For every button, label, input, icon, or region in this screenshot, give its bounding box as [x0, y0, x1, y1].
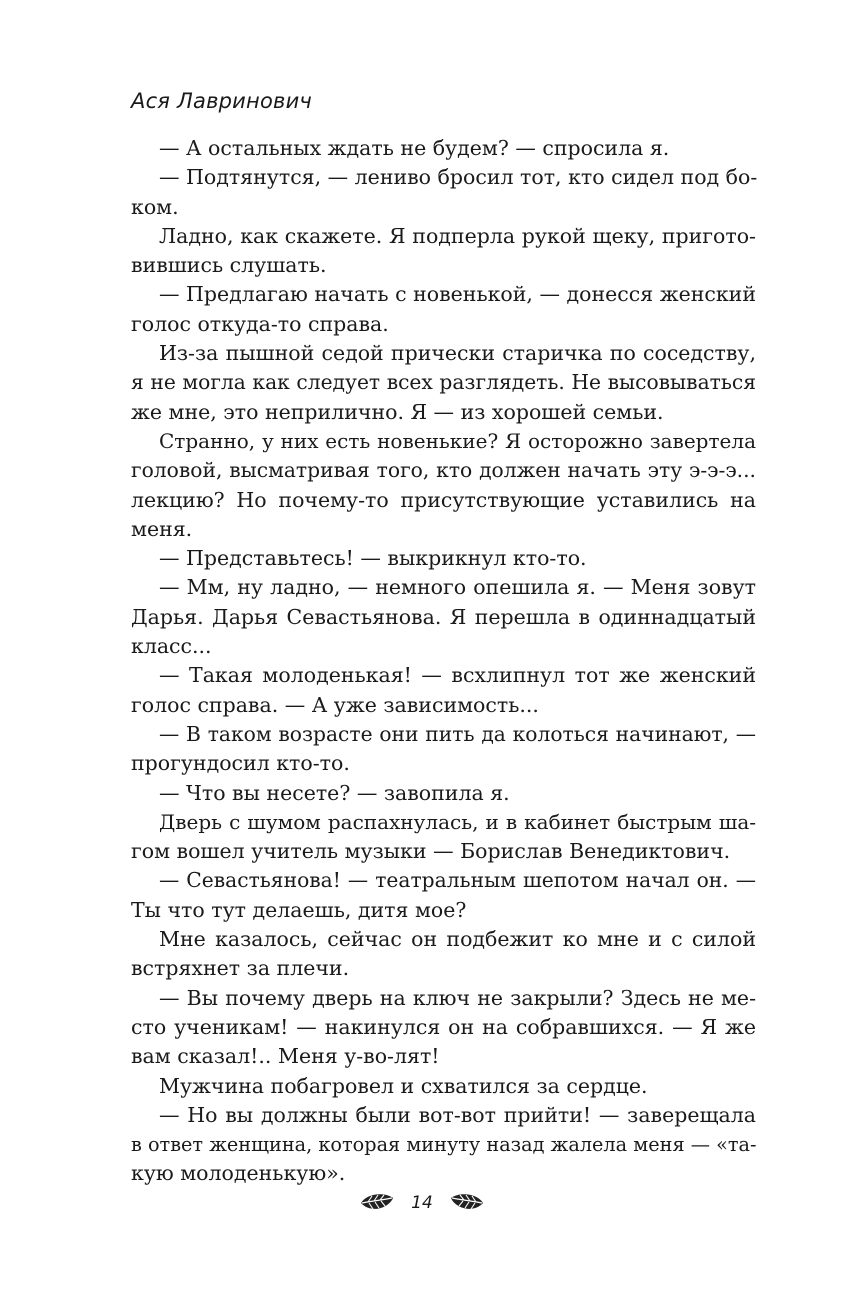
text-line: меня. [131, 516, 193, 541]
text-line: — Вы почему дверь на ключ не закрыли? Здесь не ме- [159, 985, 756, 1010]
text-line: класс... [131, 634, 212, 659]
page-number: 14 [411, 1193, 433, 1213]
text-line: — Предлагаю начать с новенькой, — донесся женский [159, 282, 756, 307]
text-line: Из-за пышной седой прически старичка по соседству, [159, 341, 756, 366]
text-line: в ответ женщина, которая минуту назад жалела меня — «та- [131, 1133, 757, 1157]
page-footer [0, 1192, 844, 1214]
text-line: — Что вы несете? — завопила я. [159, 780, 510, 805]
text-line: — Но вы должны были вот-вот прийти! — заверещала [159, 1102, 756, 1127]
text-line: встряхнет за плечи. [131, 956, 350, 981]
text-line: — Мм, ну ладно, — немного опешила я. — Меня зовут [159, 575, 756, 600]
running-head-author: Ася Лавринович [131, 89, 313, 113]
text-line: — Севастьянова! — театральным шепотом начал он. — [159, 868, 756, 893]
text-line: вившись слушать. [131, 253, 327, 278]
text-line: — Такая молоденькая! — всхлипнул тот же женский [159, 663, 756, 688]
text-line: — Представьтесь! — выкрикнул кто-то. [159, 546, 587, 571]
text-line: — Подтянутся, — лениво бросил тот, кто сидел под бо- [159, 165, 758, 190]
text-line: сто ученикам! — накинулся он на собравшихся. — Я же [131, 1014, 756, 1039]
text-line: голос откуда-то справа. [131, 311, 389, 336]
text-line: Мужчина побагровел и схватился за сердце. [159, 1073, 648, 1098]
text-line: кую молоденькую». [131, 1161, 346, 1186]
text-line: я не могла как следует всех разглядеть. Не высовываться [131, 370, 756, 395]
text-line: лекцию? Но почему-то присутствующие уставились на [131, 487, 756, 512]
text-line: головой, высматривая того, кто должен начать эту э-э-э... [131, 458, 756, 483]
text-line: Мне казалось, сейчас он подбежит ко мне и с силой [159, 927, 756, 952]
body-text [131, 134, 756, 1189]
text-line: — В таком возрасте они пить да колоться начинают, — [159, 721, 756, 746]
text-line: гом вошел учитель музыки — Борислав Венедиктович. [131, 839, 731, 864]
text-line: прогундосил кто-то. [131, 751, 350, 776]
text-line: вам сказал!.. Меня у-во-лят! [131, 1044, 440, 1069]
leaf-icon [359, 1192, 395, 1214]
text-line: Ладно, как скажете. Я подперла рукой щеку, пригото- [159, 223, 756, 248]
text-line: Дверь с шумом распахнулась, и в кабинет быстрым ша- [159, 809, 756, 834]
text-line: ком. [131, 194, 179, 219]
leaf-icon [449, 1192, 485, 1214]
text-line: Дарья. Дарья Севастьянова. Я перешла в одиннадцатый [131, 604, 756, 629]
text-line: — А остальных ждать не будем? — спросила я. [159, 136, 670, 160]
text-line: Странно, у них есть новенькие? Я осторожно завертела [159, 428, 756, 453]
text-line: Ты что тут делаешь, дитя мое? [131, 897, 467, 922]
text-line: голос справа. — А уже зависимость... [131, 692, 539, 717]
text-line: же мне, это неприлично. Я — из хорошей семьи. [131, 399, 664, 424]
